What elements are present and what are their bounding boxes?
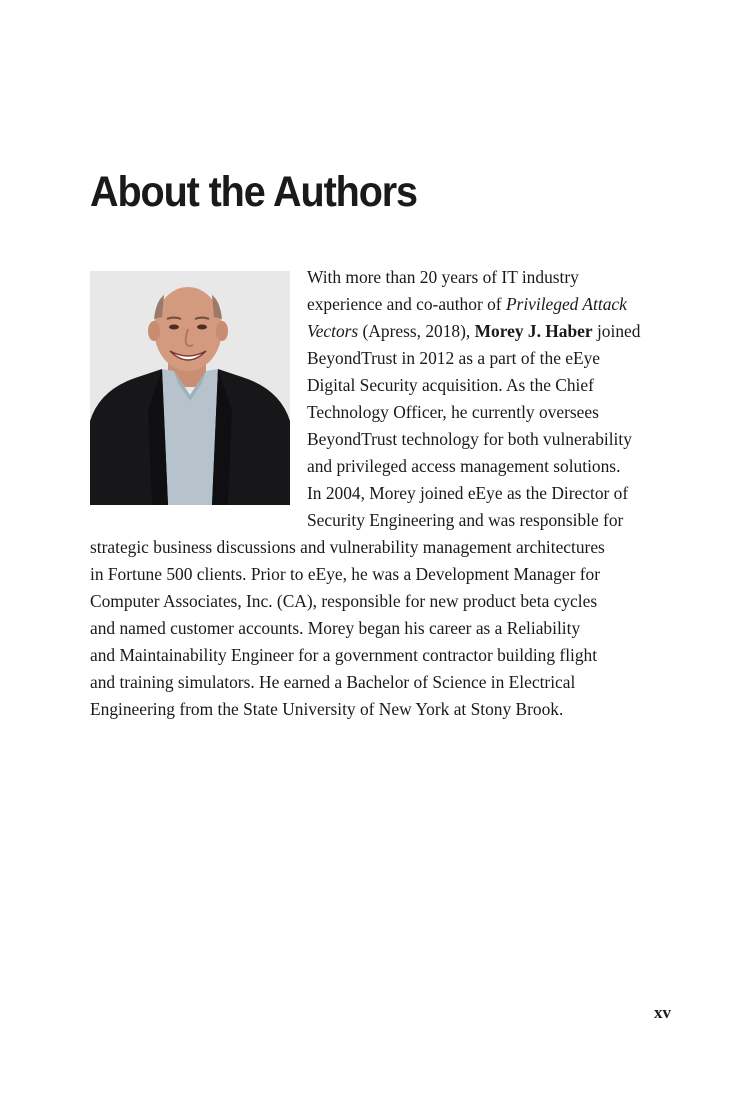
bio-line: and named customer accounts. Morey began his career as a Reliability bbox=[90, 618, 581, 638]
author-photo bbox=[90, 271, 290, 505]
page-title: About the Authors bbox=[90, 168, 417, 216]
bio-line: BeyondTrust in 2012 as a part of the eEye bbox=[307, 348, 601, 368]
bio-line: Technology Officer, he currently oversees bbox=[307, 402, 599, 422]
bio-line: strategic business discussions and vulnerability management architectures bbox=[90, 537, 605, 557]
author-name: Morey J. Haber bbox=[474, 321, 593, 341]
bio-line: Digital Security acquisition. As the Chief bbox=[307, 375, 594, 395]
bio-line: and Maintainability Engineer for a government contractor building flight bbox=[90, 645, 598, 665]
bio-line: experience and co-author of Privileged Attack bbox=[307, 294, 627, 314]
book-title: Privileged Attack bbox=[505, 294, 627, 314]
bio-line: Computer Associates, Inc. (CA), responsible for new product beta cycles bbox=[90, 591, 598, 611]
bio-line: in Fortune 500 clients. Prior to eEye, he was a Development Manager for bbox=[90, 564, 600, 584]
book-title: Vectors bbox=[307, 321, 359, 341]
bio-line: With more than 20 years of IT industry bbox=[307, 267, 579, 287]
bio-line: Vectors (Apress, 2018), Morey J. Haber joined bbox=[307, 321, 641, 341]
bio-line: Security Engineering and was responsible for bbox=[307, 510, 624, 530]
bio-line: BeyondTrust technology for both vulnerability bbox=[307, 429, 632, 449]
page-number: xv bbox=[654, 1003, 671, 1022]
bio-line: In 2004, Morey joined eEye as the Director of bbox=[307, 483, 629, 503]
bio-line: and privileged access management solutions. bbox=[307, 456, 621, 476]
bio-line: Engineering from the State University of New York at Stony Brook. bbox=[90, 699, 564, 719]
bio-line: and training simulators. He earned a Bachelor of Science in Electrical bbox=[90, 672, 576, 692]
